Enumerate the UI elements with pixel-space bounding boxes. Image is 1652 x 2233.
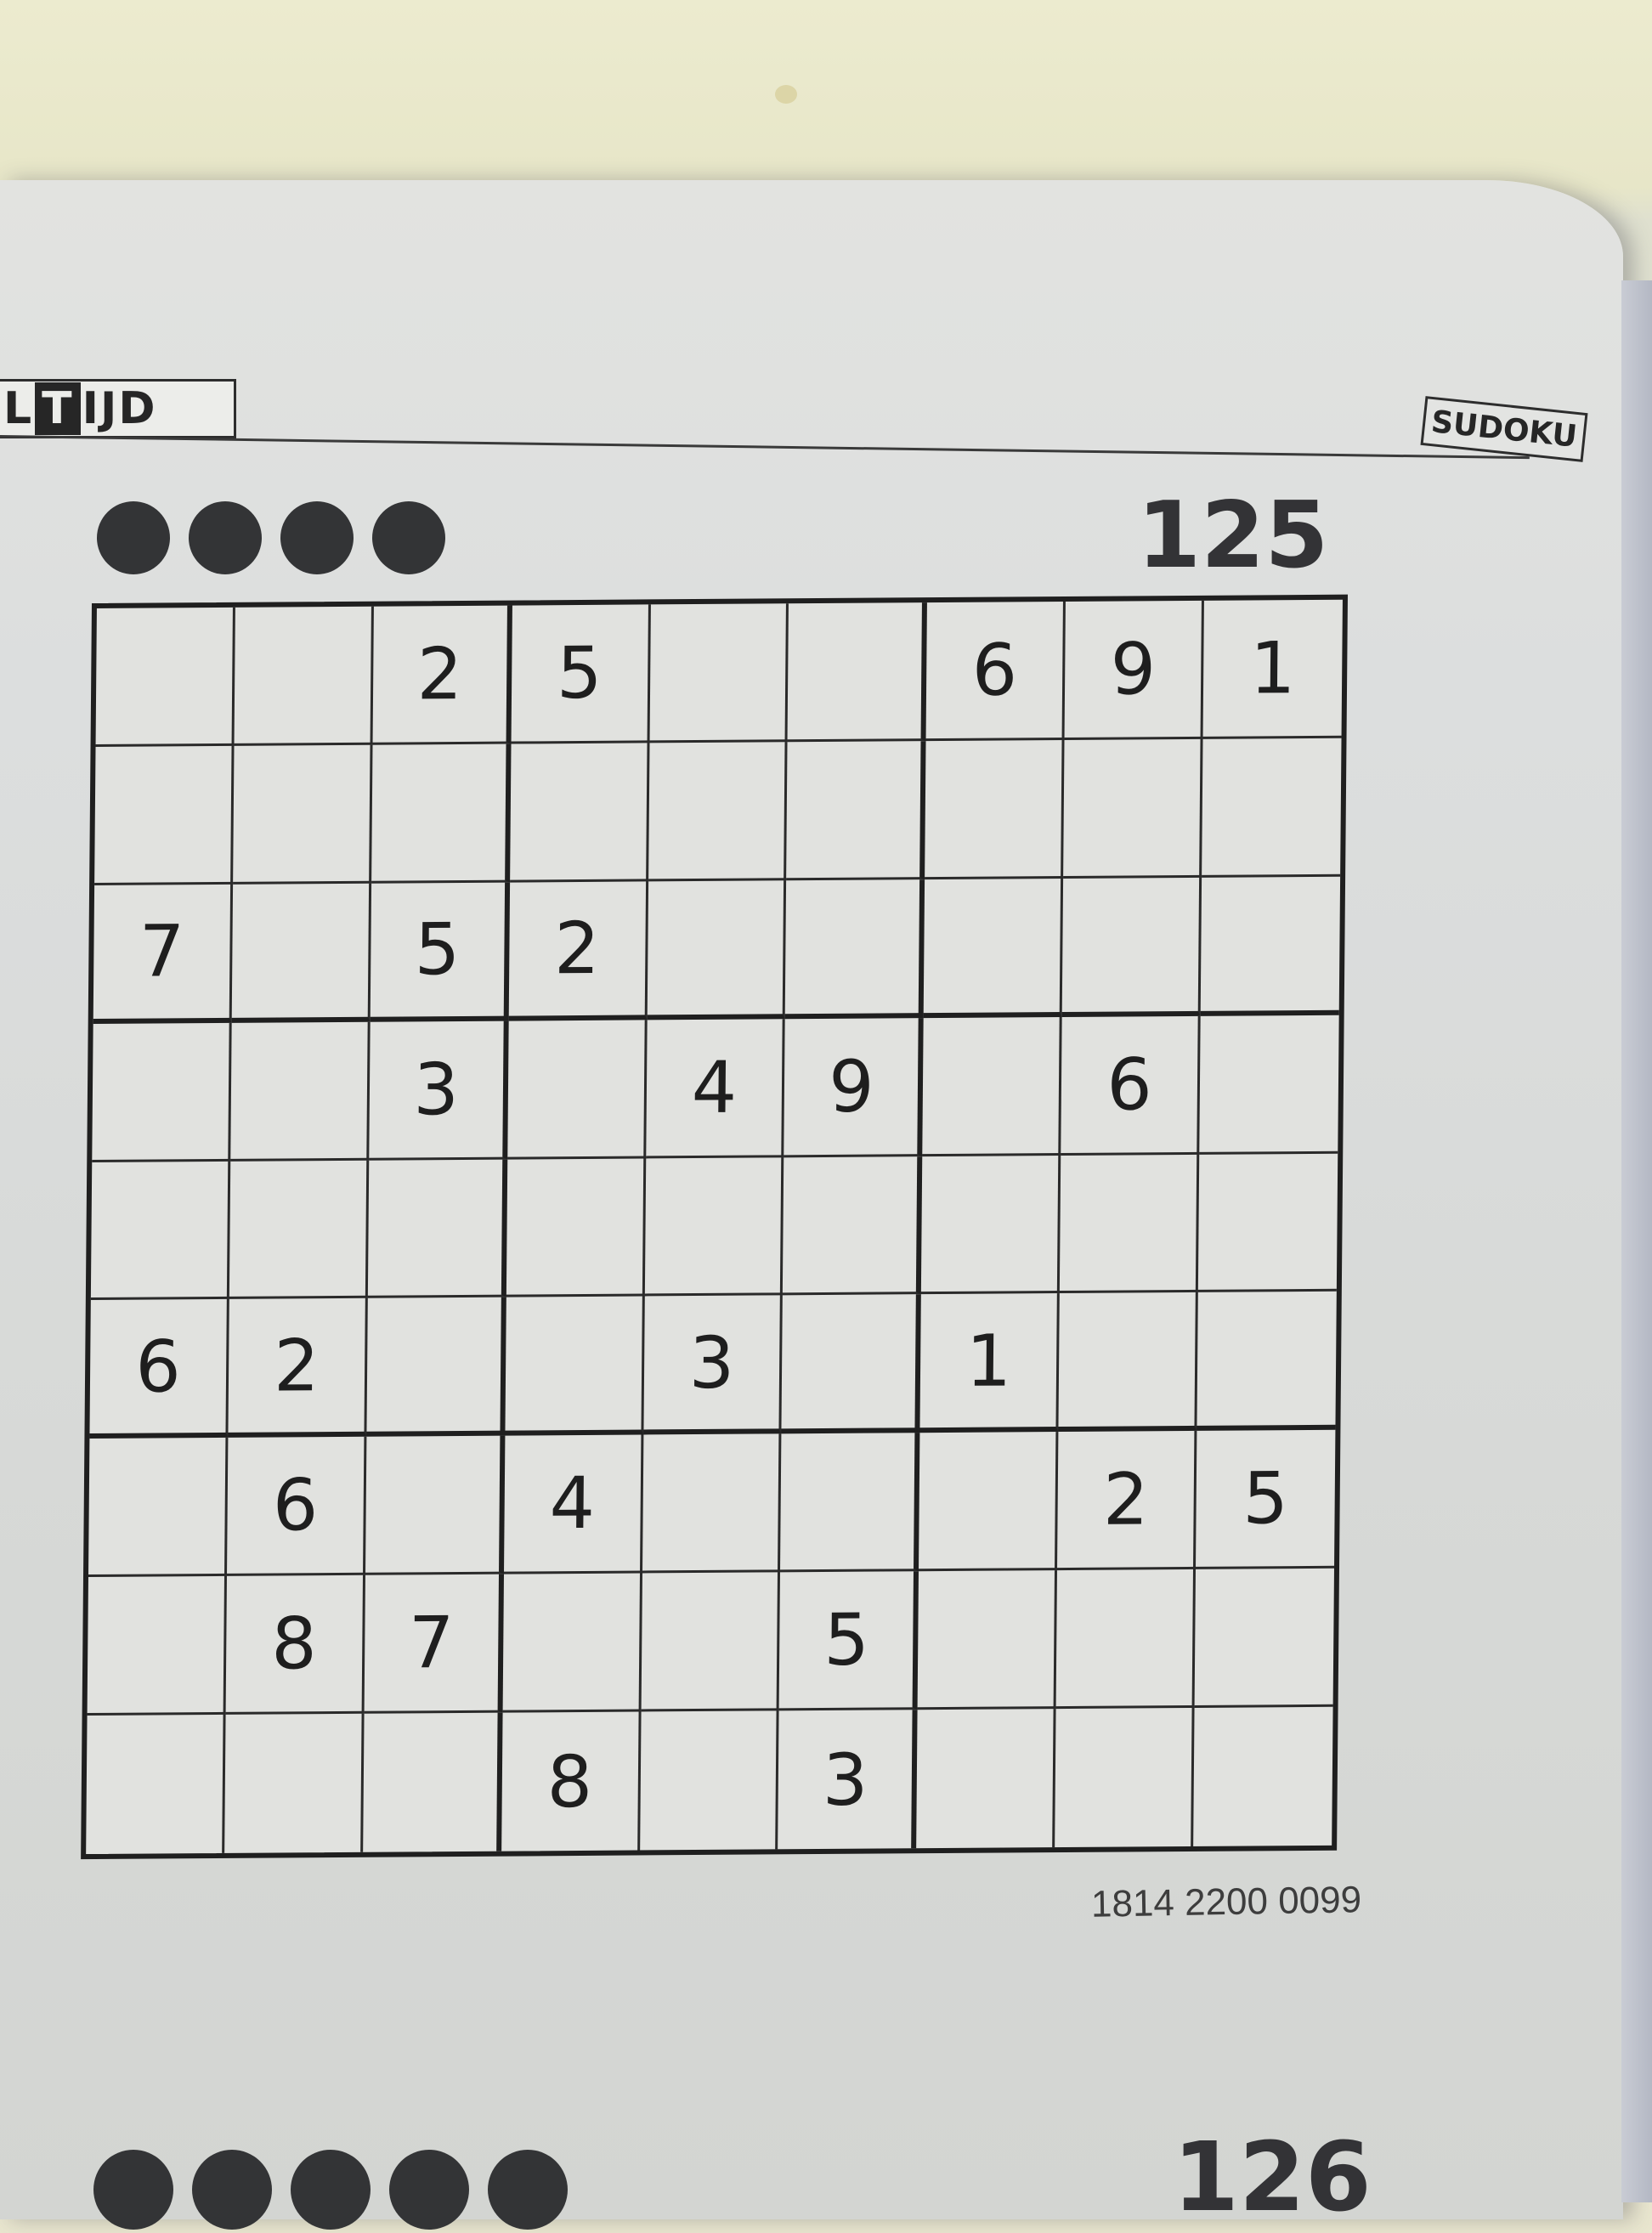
next-difficulty-dots <box>93 2150 568 2230</box>
given-cell[interactable]: 1 <box>1203 600 1343 739</box>
wall-spot <box>775 85 797 104</box>
empty-cell[interactable] <box>787 741 926 880</box>
given-cell[interactable]: 9 <box>1065 601 1204 740</box>
empty-cell[interactable] <box>366 1297 506 1437</box>
given-cell[interactable]: 3 <box>643 1296 783 1435</box>
empty-cell[interactable] <box>1201 877 1340 1016</box>
empty-cell[interactable] <box>510 743 649 882</box>
empty-cell[interactable] <box>1056 1569 1196 1709</box>
given-cell[interactable]: 2 <box>228 1298 367 1438</box>
empty-cell[interactable] <box>642 1434 782 1574</box>
empty-cell[interactable] <box>780 1433 919 1573</box>
empty-cell[interactable] <box>1062 878 1202 1017</box>
given-cell[interactable]: 5 <box>511 604 650 743</box>
empty-cell[interactable] <box>96 608 235 747</box>
empty-cell[interactable] <box>91 1161 230 1300</box>
empty-cell[interactable] <box>94 746 234 885</box>
section-label: SUDOKU <box>1420 396 1587 462</box>
empty-cell[interactable] <box>88 1438 228 1577</box>
empty-cell[interactable] <box>649 603 789 743</box>
given-cell[interactable]: 2 <box>372 606 512 745</box>
given-cell[interactable]: 3 <box>778 1710 918 1849</box>
given-cell[interactable]: 7 <box>93 885 233 1024</box>
next-puzzle-number: 126 <box>1173 2123 1372 2233</box>
difficulty-dot-icon <box>189 501 262 574</box>
given-cell[interactable]: 1 <box>920 1293 1060 1433</box>
sudoku-board <box>81 595 1348 1859</box>
empty-cell[interactable] <box>368 1159 507 1298</box>
empty-cell[interactable] <box>1197 1292 1337 1431</box>
difficulty-dot-icon <box>93 2150 173 2230</box>
empty-cell[interactable] <box>916 1709 1055 1848</box>
empty-cell[interactable] <box>924 879 1063 1018</box>
given-cell[interactable]: 3 <box>369 1020 508 1160</box>
difficulty-dot-icon <box>97 501 170 574</box>
empty-cell[interactable] <box>229 1160 369 1299</box>
difficulty-dot-icon <box>192 2150 272 2230</box>
empty-cell[interactable] <box>783 1156 922 1296</box>
empty-cell[interactable] <box>640 1710 779 1850</box>
logo-boxed-letter: T <box>35 382 80 435</box>
difficulty-dot-icon <box>389 2150 469 2230</box>
magazine-logo <box>0 379 236 438</box>
empty-cell[interactable] <box>1063 739 1202 879</box>
page-edge <box>1621 280 1652 2202</box>
empty-cell[interactable] <box>363 1713 502 1852</box>
given-cell[interactable]: 5 <box>370 882 509 1021</box>
empty-cell[interactable] <box>506 1158 645 1297</box>
logo-suffix: IJD <box>82 383 157 434</box>
empty-cell[interactable] <box>230 1021 370 1161</box>
difficulty-dot-icon <box>291 2150 371 2230</box>
given-cell[interactable]: 6 <box>1061 1016 1200 1156</box>
empty-cell[interactable] <box>224 1714 364 1853</box>
empty-cell[interactable] <box>232 883 371 1022</box>
sudoku-grid <box>81 595 1348 1859</box>
given-cell[interactable]: 2 <box>1057 1431 1197 1570</box>
empty-cell[interactable] <box>1193 1707 1332 1846</box>
empty-cell[interactable] <box>785 879 925 1019</box>
empty-cell[interactable] <box>1060 1154 1199 1293</box>
empty-cell[interactable] <box>371 743 511 883</box>
empty-cell[interactable] <box>88 1576 227 1716</box>
difficulty-dots <box>97 501 445 574</box>
empty-cell[interactable] <box>86 1715 225 1854</box>
empty-cell[interactable] <box>507 1020 647 1159</box>
empty-cell[interactable] <box>234 607 373 746</box>
empty-cell[interactable] <box>644 1157 784 1297</box>
puzzle-number: 125 <box>1137 483 1329 589</box>
given-cell[interactable]: 6 <box>227 1437 366 1576</box>
given-cell[interactable]: 9 <box>784 1018 924 1157</box>
empty-cell[interactable] <box>1198 1153 1338 1292</box>
empty-cell[interactable] <box>233 745 372 885</box>
puzzle-serial: 1814 2200 0099 <box>1090 1879 1362 1925</box>
empty-cell[interactable] <box>92 1023 231 1162</box>
given-cell[interactable]: 4 <box>504 1435 643 1574</box>
given-cell[interactable]: 5 <box>1196 1430 1335 1569</box>
empty-cell[interactable] <box>1195 1569 1334 1708</box>
empty-cell[interactable] <box>647 880 786 1020</box>
given-cell[interactable]: 6 <box>926 602 1066 741</box>
empty-cell[interactable] <box>925 740 1064 879</box>
empty-cell[interactable] <box>918 1570 1057 1710</box>
difficulty-dot-icon <box>488 2150 568 2230</box>
empty-cell[interactable] <box>641 1573 780 1712</box>
empty-cell[interactable] <box>923 1017 1062 1156</box>
given-cell[interactable]: 5 <box>779 1571 919 1710</box>
empty-cell[interactable] <box>919 1432 1058 1571</box>
difficulty-dot-icon <box>372 501 445 574</box>
given-cell[interactable]: 7 <box>364 1574 503 1714</box>
empty-cell[interactable] <box>648 742 788 881</box>
empty-cell[interactable] <box>1055 1708 1194 1847</box>
empty-cell[interactable] <box>1059 1292 1198 1432</box>
empty-cell[interactable] <box>1199 1015 1338 1154</box>
given-cell[interactable]: 6 <box>89 1299 229 1439</box>
given-cell[interactable]: 8 <box>225 1575 365 1715</box>
empty-cell[interactable] <box>921 1156 1061 1295</box>
empty-cell[interactable] <box>365 1436 505 1575</box>
given-cell[interactable]: 4 <box>646 1019 785 1158</box>
given-cell[interactable]: 2 <box>508 881 648 1020</box>
empty-cell[interactable] <box>782 1295 921 1434</box>
difficulty-dot-icon <box>280 501 354 574</box>
empty-cell[interactable] <box>1202 738 1341 878</box>
empty-cell[interactable] <box>788 602 927 742</box>
given-cell[interactable]: 8 <box>501 1712 641 1851</box>
logo-prefix: L <box>3 383 34 434</box>
empty-cell[interactable] <box>505 1297 644 1436</box>
empty-cell[interactable] <box>502 1574 642 1713</box>
